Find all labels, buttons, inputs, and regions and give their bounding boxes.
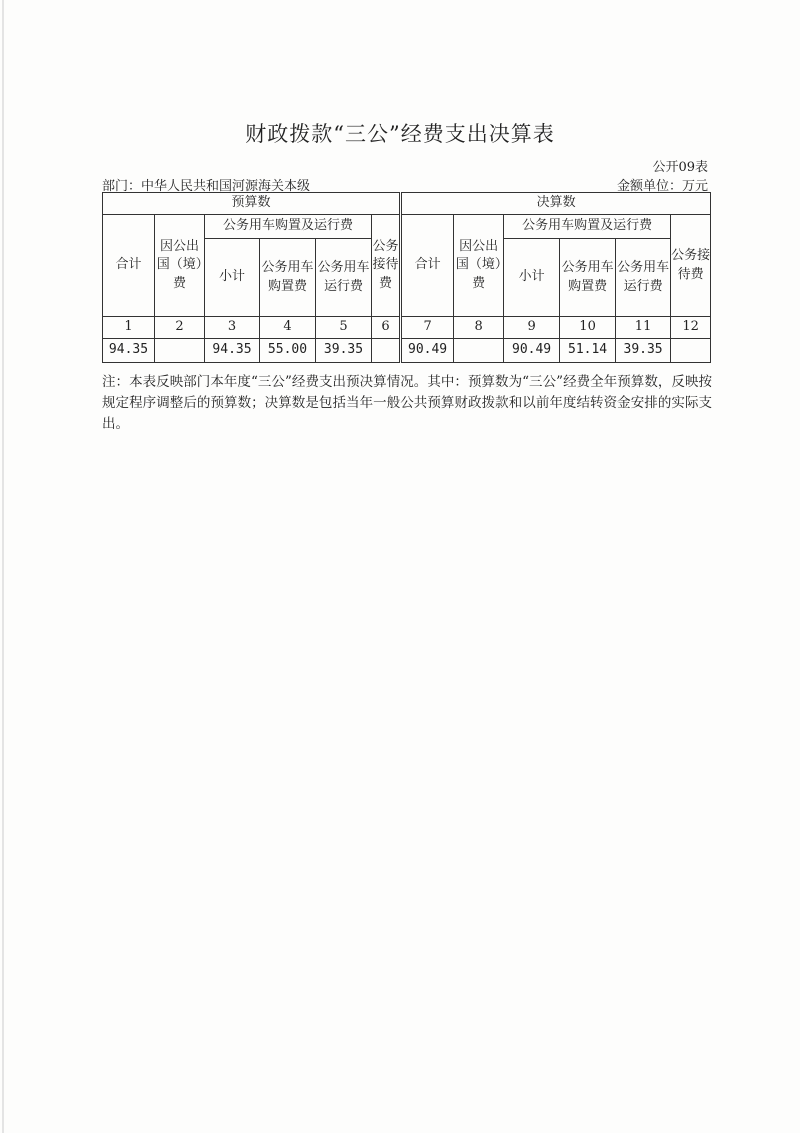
column-number-row — [103, 317, 711, 339]
value-cell: 94.35 — [205, 339, 260, 363]
col-number: 6 — [372, 317, 400, 339]
col-number: 8 — [454, 317, 504, 339]
budget-total-header: 合计 — [103, 215, 155, 317]
value-cell: 55.00 — [260, 339, 316, 363]
final-purchase-header: 公务用车购置费 — [560, 239, 616, 317]
col-number: 12 — [671, 317, 711, 339]
budget-operation-header: 公务用车运行费 — [316, 239, 372, 317]
value-cell: 39.35 — [616, 339, 671, 363]
page-edge — [2, 0, 4, 1133]
value-cell: 90.49 — [504, 339, 560, 363]
value-cell — [454, 339, 504, 363]
col-number: 2 — [155, 317, 205, 339]
form-number: 公开09表 — [652, 160, 708, 175]
expenditure-table — [102, 192, 711, 363]
final-header: 决算数 — [402, 193, 711, 215]
budget-vehicle-group-header: 公务用车购置及运行费 — [205, 215, 372, 239]
page-title: 财政拨款“三公”经费支出决算表 — [245, 122, 555, 146]
department-label: 部门：中华人民共和国河源海关本级 — [102, 179, 311, 194]
final-overseas-header: 因公出国（境）费 — [454, 215, 504, 317]
value-cell — [155, 339, 205, 363]
budget-purchase-header: 公务用车购置费 — [260, 239, 316, 317]
col-number: 9 — [504, 317, 560, 339]
budget-reception-header: 公务接待费 — [372, 215, 400, 317]
budget-overseas-header: 因公出国（境）费 — [155, 215, 205, 317]
footnote: 注：本表反映部门本年度“三公”经费支出预决算情况。其中：预算数为“三公”经费全年预算数，反映按规定程序调整后的预算数；决算数是包括当年一般公共预算财政拨款和以前年度结转资金安排的实际支出。 — [102, 374, 712, 432]
final-total-header: 合计 — [402, 215, 454, 317]
col-number: 5 — [316, 317, 372, 339]
col-number: 10 — [560, 317, 616, 339]
col-number: 3 — [205, 317, 260, 339]
value-cell: 94.35 — [103, 339, 155, 363]
value-cell: 39.35 — [316, 339, 372, 363]
col-number: 4 — [260, 317, 316, 339]
value-cell: 90.49 — [402, 339, 454, 363]
col-number: 11 — [616, 317, 671, 339]
value-cell — [671, 339, 711, 363]
value-row — [103, 339, 711, 363]
unit-label: 金额单位：万元 — [616, 179, 708, 194]
final-reception-header: 公务接待费 — [671, 215, 711, 317]
value-cell: 51.14 — [560, 339, 616, 363]
final-operation-header: 公务用车运行费 — [616, 239, 671, 317]
final-vehicle-group-header: 公务用车购置及运行费 — [504, 215, 671, 239]
col-number: 1 — [103, 317, 155, 339]
budget-header: 预算数 — [103, 193, 400, 215]
final-subtotal-header: 小计 — [504, 239, 560, 317]
value-cell — [372, 339, 400, 363]
budget-subtotal-header: 小计 — [205, 239, 260, 317]
col-number: 7 — [402, 317, 454, 339]
